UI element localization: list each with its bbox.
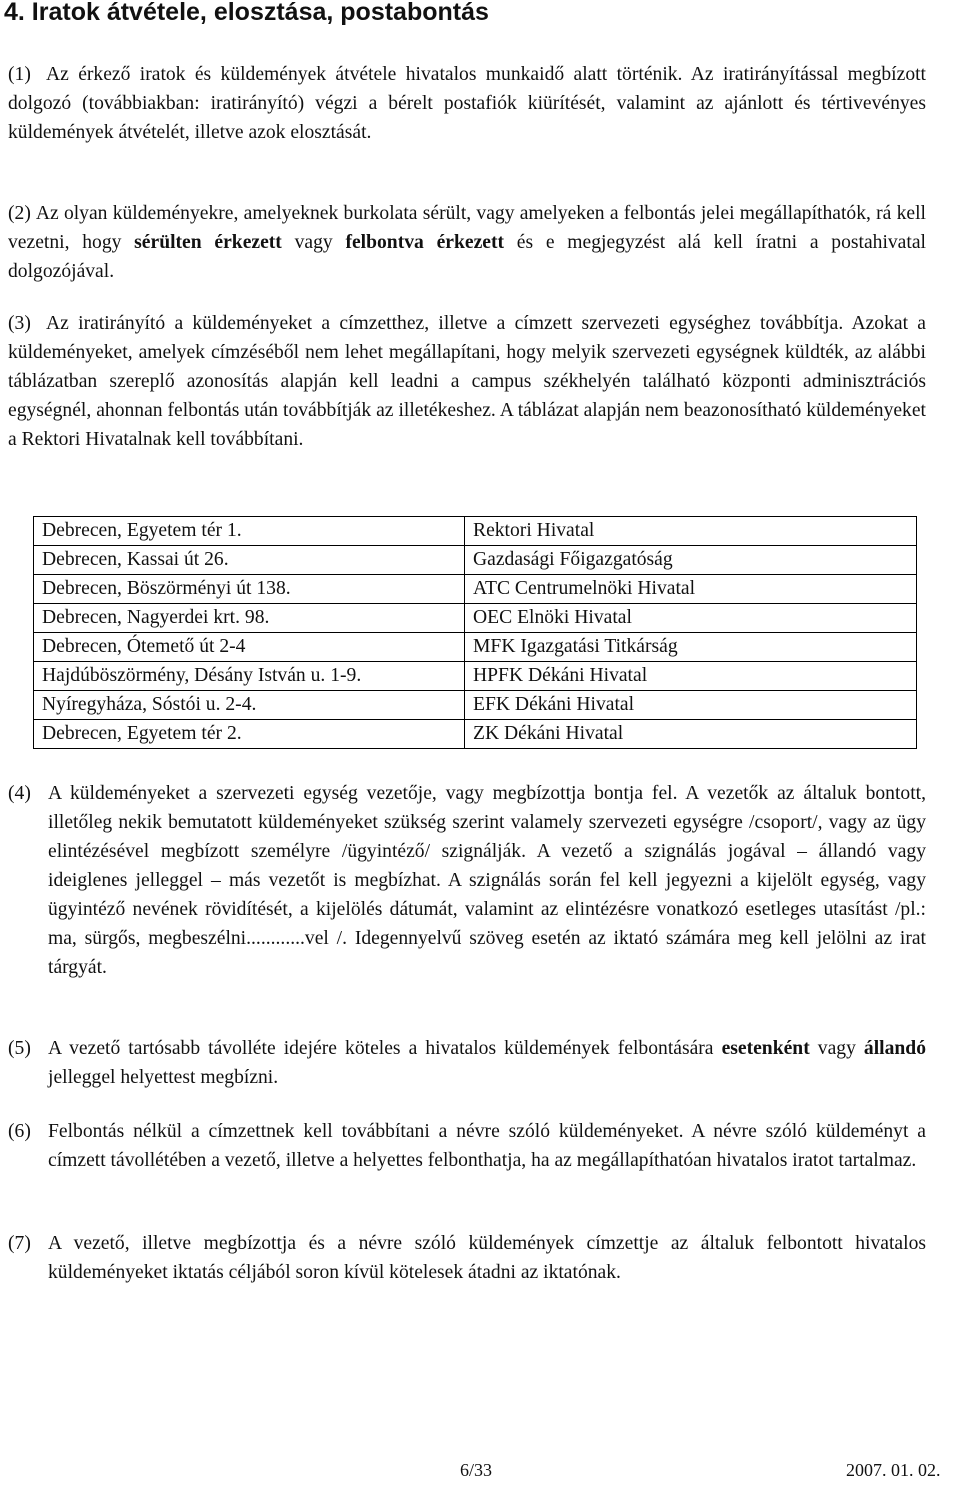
table-row (34, 546, 917, 575)
unit-cell: ZK Dékáni Hivatal (465, 720, 917, 749)
address-cell: Debrecen, Nagyerdei krt. 98. (34, 604, 465, 633)
document-date: 2007. 01. 02. (846, 1460, 941, 1480)
paragraph-6 (8, 1117, 926, 1175)
paragraph-text: Az érkező iratok és küldemények átvétele hivatalos munkaidő alatt történik. Az iratirányítással megbízott dolgozó (továbbiakban: iratirányító) végzi a bérelt postafiók kiürítését, valamint az ajánlott és tértivevényes küldemények átvételét, illetve azok elosztását. (8, 64, 926, 143)
paragraph-text: A küldeményeket a szervezeti egység vezetője, vagy megbízottja bontja fel. A vezetők az általuk bontott, illetőleg nekik bemutatott küldeményeket szükség szerint valamely szervezeti egységre /csoport/, vagy az ügy elintézésével megbízott személyre /ügyintéző/ szignálják. A vezető a szignálás jogával – állandó vagy ideiglenes jelleggel – más vezetőt is megbízhat. A szignálás során fel kell jegyezni a kijelölt egység, vagy ügyintéző nevének rövidítését, a kijelölés dátumát, valamint az elintézésre vonatkozó esetleges utasítást /pl.: ma, sürgős, megbeszélni............vel /. Idegennyelvű szöveg esetén az iktató számára meg kell jelölni az irat tárgyát. (48, 783, 926, 978)
emphasis-opened: felbontva érkezett (345, 232, 505, 253)
emphasis-case-by-case: esetenként (721, 1038, 810, 1059)
paragraph-text: A vezető, illetve megbízottja és a névre szóló küldemények címzettje az általuk felbontott hivatalos küldeményeket iktatás céljából soron kívül kötelesek átadni az iktatónak. (48, 1233, 926, 1283)
paragraph-number: (7) (8, 1233, 31, 1254)
address-cell: Debrecen, Böszörményi út 138. (34, 575, 465, 604)
address-cell: Debrecen, Kassai út 26. (34, 546, 465, 575)
paragraph-text: Felbontás nélkül a címzettnek kell továbbítani a névre szóló küldeményeket. A névre szóló küldeményt a címzett távollétében a vezető, illetve a helyettes felbonthatja, ha az megállapíthatóan hivatalos iratot tartalmaz. (48, 1121, 926, 1171)
table-row (34, 662, 917, 691)
paragraph-text-c: jelleggel helyettest megbízni. (48, 1067, 279, 1088)
paragraph-number: (3) (8, 313, 31, 334)
paragraph-text: Az iratirányító a küldeményeket a címzetthez, illetve a címzett szervezeti egységhez továbbítja. Azokat a küldeményeket, amelyek címzéséből nem lehet megállapítani, hogy melyik szervezeti egységnek küldték, az alábbi táblázatban szereplő azonosítás alapján kell leadni a campus székhelyén található központi adminisztrációs egységnél, ahonnan felbontás után továbbítják az illetékeshez. A táblázat alapján nem beazonosítható küldeményeket a Rektori Hivatalnak kell továbbítani. (8, 313, 926, 450)
paragraph-5 (8, 1034, 926, 1092)
paragraph-1 (8, 60, 926, 147)
table-row (34, 517, 917, 546)
table-row (34, 633, 917, 662)
paragraph-2 (8, 199, 926, 286)
paragraph-text-b: vagy (281, 232, 346, 253)
paragraph-text-a: A vezető tartósabb távolléte idejére köteles a hivatalos küldemények felbontására (48, 1038, 722, 1059)
paragraph-number: (4) (8, 783, 31, 804)
paragraph-4 (8, 779, 926, 982)
emphasis-permanent: állandó (863, 1038, 926, 1059)
unit-cell: MFK Igazgatási Titkárság (465, 633, 917, 662)
paragraph-number: (6) (8, 1121, 31, 1142)
unit-cell: Rektori Hivatal (465, 517, 917, 546)
paragraph-number: (1) (8, 64, 31, 85)
unit-cell: HPFK Dékáni Hivatal (465, 662, 917, 691)
unit-cell: Gazdasági Főigazgatóság (465, 546, 917, 575)
emphasis-damaged: sérülten érkezett (134, 232, 282, 253)
unit-cell: OEC Elnöki Hivatal (465, 604, 917, 633)
paragraph-7 (8, 1229, 926, 1287)
paragraph-text-a: Az olyan küldeményekre, amelyeknek burkolata sérült, vagy amelyeken a felbontás jelei megállapíthatók, rá kell vezetni, hogy (8, 203, 926, 253)
paragraph-text-c: és e megjegyzést alá kell íratni a postahivatal dolgozójával. (8, 232, 926, 282)
paragraph-number: (2) (8, 203, 31, 224)
table-row (34, 575, 917, 604)
section-heading: 4. Iratok átvétele, elosztása, postabontás (4, 0, 489, 26)
table-row (34, 691, 917, 720)
address-cell: Debrecen, Ótemető út 2-4 (34, 633, 465, 662)
table-row (34, 604, 917, 633)
unit-cell: ATC Centrumelnöki Hivatal (465, 575, 917, 604)
address-unit-table (33, 516, 917, 749)
paragraph-body (48, 1034, 926, 1092)
paragraph-3 (8, 309, 926, 454)
paragraph-number: (5) (8, 1038, 31, 1059)
page-number: 6/33 (460, 1460, 493, 1480)
table-row (34, 720, 917, 749)
address-cell: Debrecen, Egyetem tér 2. (34, 720, 465, 749)
paragraph-text-b: vagy (809, 1038, 864, 1059)
unit-cell: EFK Dékáni Hivatal (465, 691, 917, 720)
address-cell: Nyíregyháza, Sóstói u. 2-4. (34, 691, 465, 720)
address-cell: Debrecen, Egyetem tér 1. (34, 517, 465, 546)
address-cell: Hajdúböszörmény, Désány István u. 1-9. (34, 662, 465, 691)
